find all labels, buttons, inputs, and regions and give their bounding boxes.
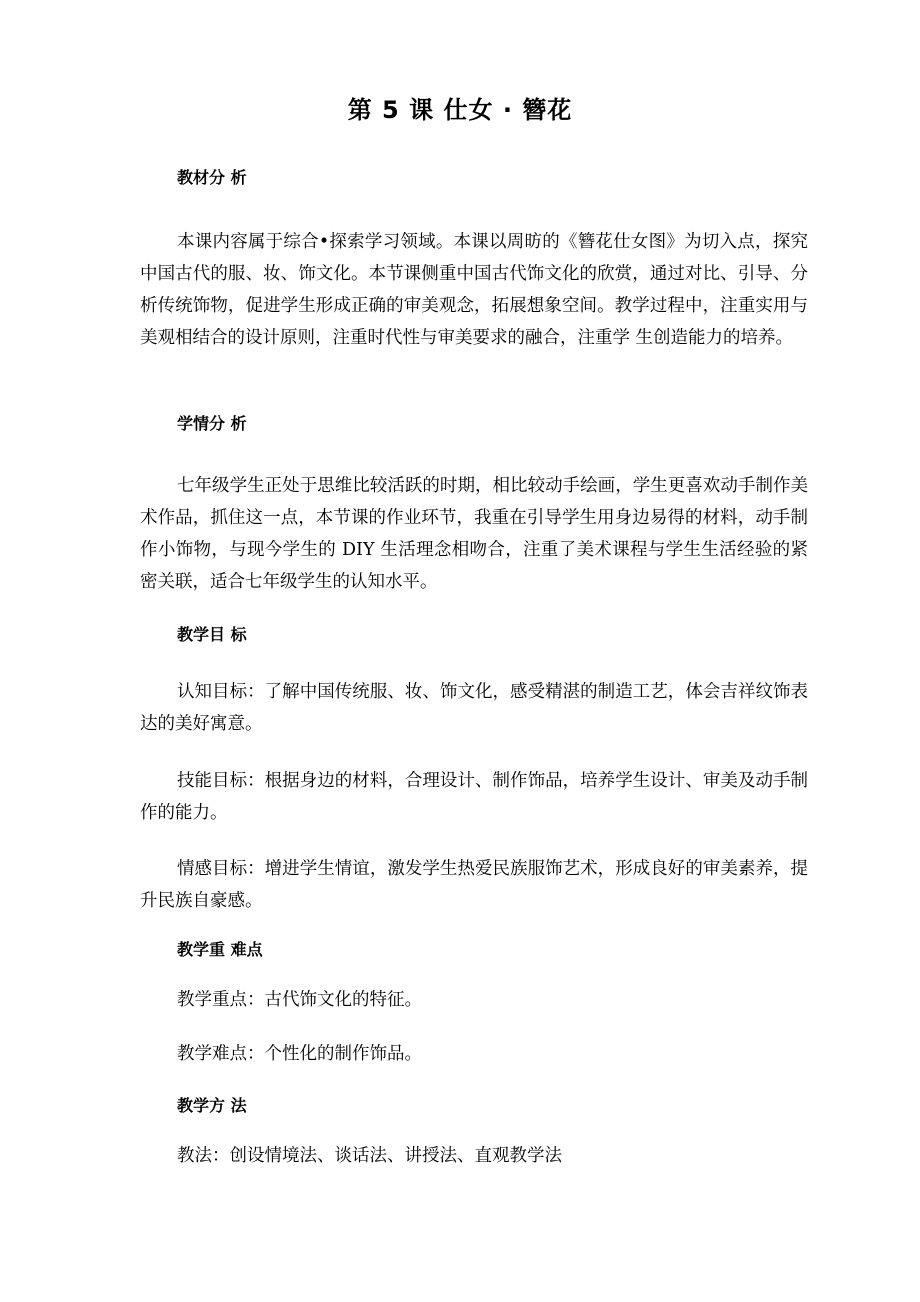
paragraph-skill-goal: 技能目标：根据身边的材料，合理设计、制作饰品，培养学生设计、审美及动手制作的能力。	[140, 771, 808, 823]
lesson-title: 第 5 课 仕女 · 簪花	[347, 96, 573, 124]
line-teaching-difficulty: 教学难点：个性化的制作饰品。	[177, 1044, 422, 1064]
paragraph-student-analysis: 七年级学生正处于思维比较活跃的时期，相比较动手绘画，学生更喜欢动手制作美术作品，抓住这一点，本节课的作业环节，我重在引导学生用身边易得的材料，动手制作小饰物，与现今学生的 DIY 生活理念相吻合，注重了美术课程与学生生活经验的紧密关联，适合七年级学生的认知水平。	[140, 476, 808, 592]
heading-material-analysis: 教材分 析	[177, 168, 247, 187]
paragraph-cognitive-goal: 认知目标：了解中国传统服、妆、饰文化，感受精湛的制造工艺，体会吉祥纹饰表达的美好寓意。	[140, 682, 808, 734]
line-teaching-methods: 教法：创设情境法、谈话法、讲授法、直观教学法	[177, 1146, 562, 1166]
heading-key-points: 教学重 难点	[177, 940, 263, 959]
heading-teaching-goals: 教学目 标	[177, 625, 247, 644]
paragraph-emotion-goal: 情感目标：增进学生情谊，激发学生热爱民族服饰艺术，形成良好的审美素养，提升民族自豪感。	[140, 859, 808, 911]
line-teaching-focus: 教学重点：古代饰文化的特征。	[177, 990, 422, 1010]
heading-student-analysis: 学情分 析	[177, 414, 247, 433]
heading-teaching-methods: 教学方 法	[177, 1096, 247, 1115]
paragraph-material-analysis: 本课内容属于综合•探索学习领域。本课以周昉的《簪花仕女图》为切入点，探究中国古代的服、妆、饰文化。本节课侧重中国古代饰文化的欣赏，通过对比、引导、分析传统饰物，促进学生形成正确的审美观念，拓展想象空间。教学过程中，注重实用与美观相结合的设计原则，注重时代性与审美要求的融合，注重学 生创造能力的培养。	[140, 232, 808, 348]
